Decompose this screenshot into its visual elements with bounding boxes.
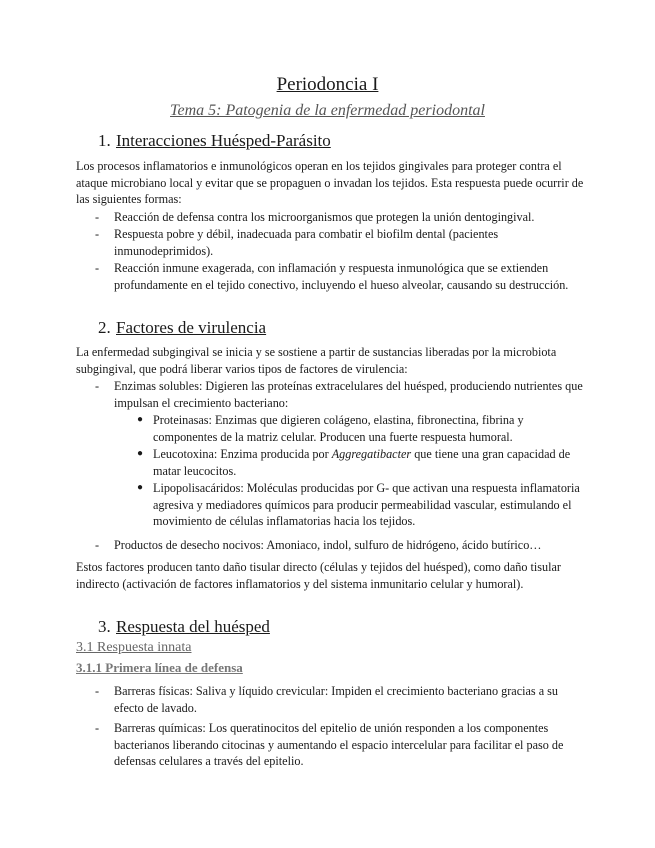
paragraph: La enfermedad subgingival se inicia y se sostiene a partir de sustancias liberadas por la microbiota subgingival, que podrá liberar varios tipos de factores de virulencia: [76, 345, 557, 376]
list-marker: - [95, 684, 100, 698]
bullet-marker: ● [137, 482, 144, 493]
list-item: Enzimas solubles: Digieren las proteínas extracelulares del huésped, produciendo nutrientes que impulsan el crecimiento bacteriano: [114, 379, 583, 410]
section-title: Interacciones Huésped-Parásito [116, 131, 331, 150]
bullet-marker: ● [137, 448, 144, 459]
list-item: Reacción de defensa contra los microorganismos que protegen la unión dentogingival. [114, 210, 535, 224]
sub-list-item [153, 446, 585, 479]
paragraph: Los procesos inflamatorios e inmunológicos operan en los tejidos gingivales para proteger contra el ataque microbiano local y evitar que se propaguen o invadan los tejidos. Esta respuesta puede ocurrir de las siguientes formas: [76, 159, 584, 207]
list-marker: - [95, 721, 100, 735]
subsection-heading: 3.1 Respuesta innata [76, 640, 192, 655]
italic-term: Aggregatibacter [331, 447, 412, 461]
sub-list-item: Proteinasas: Enzimas que digieren colágeno, elastina, fibronectina, fibrina y componentes de la matriz celular. Producen una fuerte respuesta humoral. [153, 413, 524, 444]
list-item: Respuesta pobre y débil, inadecuada para combatir el biofilm dental (pacientes inmunodeprimidos). [114, 227, 499, 258]
document-subtitle: Tema 5: Patogenia de la enfermedad periodontal [170, 102, 485, 119]
list-item: Productos de desecho nocivos: Amoniaco, indol, sulfuro de hidrógeno, ácido butírico… [114, 538, 542, 552]
section-title: Factores de virulencia [116, 318, 267, 337]
list-marker: - [95, 227, 100, 241]
section-number: 1. [98, 131, 111, 150]
document-title: Periodoncia I [276, 74, 379, 95]
list-marker: - [95, 379, 100, 393]
list-item: Barreras físicas: Saliva y líquido crevicular: Impiden el crecimiento bacteriano gracias a su efecto de lavado. [114, 684, 558, 715]
bullet-marker: ● [137, 414, 144, 425]
section-title: Respuesta del huésped [116, 617, 270, 636]
sub-list-item: Lipopolisacáridos: Moléculas producidas por G- que activan una respuesta inflamatoria agresiva y mediadores químicos para producir permeabilidad vascular, estimulando el movimiento de células inflamatorias hacia los tejidos. [153, 481, 580, 529]
section-number: 2. [98, 318, 111, 337]
paragraph: Estos factores producen tanto daño tisular directo (células y tejidos del huésped), como daño tisular indirecto (activación de factores inflamatorios y del sistema inmunitario celular y humoral). [76, 560, 561, 591]
sub-list-text: que tiene una gran capacidad de matar leucocitos. [153, 447, 571, 478]
subsubsection-heading: 3.1.1 Primera línea de defensa [76, 660, 243, 675]
sub-list-text: Leucotoxina: Enzima producida por [153, 447, 332, 461]
list-marker: - [95, 261, 100, 275]
section-number: 3. [98, 617, 111, 636]
list-marker: - [95, 538, 100, 552]
list-item: Reacción inmune exagerada, con inflamación y respuesta inmunológica que se extienden profundamente en el tejido conectivo, incluyendo el hueso alveolar, causando su destrucción. [114, 261, 569, 292]
list-marker: - [95, 210, 100, 224]
list-item: Barreras químicas: Los queratinocitos del epitelio de unión responden a los componentes bacterianos liberando citocinas y aumentando el espacio intercelular para facilitar el paso de defensas celulares a través del epitelio. [114, 721, 564, 769]
